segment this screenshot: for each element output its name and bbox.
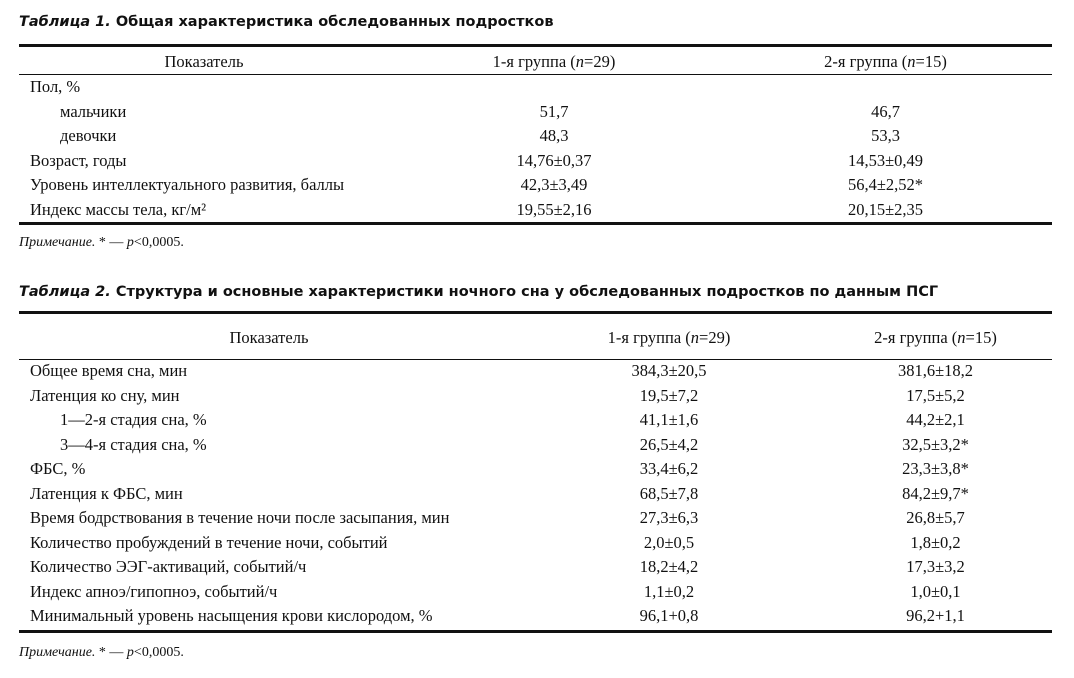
table2-body [19,360,1052,630]
table-row [19,77,1052,102]
row-group2-value: 32,5±3,2* [902,434,969,454]
row-indicator: Латенция к ФБС, мин [30,483,183,503]
row-indicator: Уровень интеллектуального развития, баллы [30,175,345,194]
row-group1-value: 96,1+0,8 [639,606,699,625]
table2-header-group2: 2-я группа (n=15) [874,328,997,347]
table1 [19,44,1052,225]
row-indicator: Количество ЭЭГ-активаций, событий/ч [30,557,307,576]
row-group2-value: 53,3 [871,126,900,145]
row-indicator: Минимальный уровень насыщения крови кислородом, % [30,606,433,625]
table-row [19,557,1052,582]
row-group1-value: 27,3±6,3 [639,508,699,527]
row-group2-value: 20,15±2,35 [847,199,924,219]
row-group2-value: 381,6±18,2 [897,361,974,380]
table2 [19,311,1052,633]
table1-note-text: * — p<0,0005. [95,235,184,250]
row-group1-value: 1,1±0,2 [643,581,695,601]
row-group1-value: 18,2±4,2 [639,557,699,576]
table2-note-text: * — p<0,0005. [95,645,184,660]
row-indicator: девочки [60,126,117,145]
row-group2-value: 46,7 [871,101,900,121]
table-row [19,151,1052,176]
table2-label: Таблица 2. [19,284,111,300]
table-row [19,435,1052,460]
row-indicator: 1—2-я стадия сна, % [60,410,207,429]
table-row [19,484,1052,509]
table2-caption [19,284,938,300]
row-group1-value: 42,3±3,49 [520,175,588,194]
row-group1-value: 41,1±1,6 [639,410,699,429]
row-group2-value: 84,2±9,7* [902,483,969,503]
row-group1-value: 68,5±7,8 [639,483,699,503]
row-group2-value: 1,8±0,2 [910,532,961,552]
row-indicator: Пол, % [30,77,81,96]
row-group2-value: 23,3±3,8* [902,459,969,478]
row-group2-value: 56,4±2,52* [847,175,924,194]
table1-title: Общая характеристика обследованных подростков [115,14,554,30]
table1-header-group2: 2-я группа (n=15) [824,52,947,71]
table-row [19,459,1052,484]
row-group2-value: 14,53±0,49 [847,150,924,170]
table2-header-group1: 1-я группа (n=29) [607,328,731,347]
row-group2-value: 44,2±2,1 [906,410,965,429]
table1-body [19,75,1052,222]
row-group2-value: 17,5±5,2 [906,385,965,405]
row-group1-value: 384,3±20,5 [631,361,707,380]
table-row [19,410,1052,435]
table-row [19,102,1052,127]
row-group1-value: 2,0±0,5 [643,532,695,552]
row-group2-value: 17,3±3,2 [906,557,965,576]
table-row [19,175,1052,200]
row-indicator: Индекс апноэ/гипопноэ, событий/ч [30,581,278,601]
row-group1-value: 14,76±0,37 [516,150,592,170]
table-row [19,126,1052,151]
row-group2-value: 96,2+1,1 [906,606,965,625]
row-indicator: 3—4-я стадия сна, % [60,434,207,454]
row-indicator: ФБС, % [30,459,86,478]
table1-header-row [19,47,1052,74]
row-group1-value: 19,5±7,2 [639,385,699,405]
table-row [19,508,1052,533]
row-indicator: Латенция ко сну, мин [30,385,180,405]
row-group1-value: 33,4±6,2 [639,459,699,478]
row-indicator: Индекс массы тела, кг/м² [30,199,207,219]
table1-caption [19,14,554,30]
table1-note [19,235,184,251]
table2-note [19,645,184,661]
table2-title: Структура и основные характеристики ночного сна у обследованных подростков по данным ПСГ [115,284,939,300]
row-group2-value: 1,0±0,1 [910,581,961,601]
row-indicator: мальчики [60,101,127,121]
table2-note-label: Примечание. [19,645,96,660]
row-indicator: Возраст, годы [30,150,127,170]
row-indicator: Количество пробуждений в течение ночи, событий [30,532,388,552]
table-row [19,200,1052,225]
table-row [19,386,1052,411]
row-indicator: Общее время сна, мин [30,361,188,380]
table1-note-label: Примечание. [19,235,96,250]
row-group1-value: 48,3 [539,126,569,145]
table-row [19,606,1052,631]
table1-header-group1: 1-я группа (n=29) [492,52,616,71]
row-group1-value: 51,7 [539,101,569,121]
table2-header-indicator: Показатель [229,328,309,347]
row-group1-value: 26,5±4,2 [639,434,699,454]
table2-header-row [19,314,1052,359]
table-row [19,361,1052,386]
row-indicator: Время бодрствования в течение ночи после засыпания, мин [30,508,450,527]
table1-label: Таблица 1. [19,14,111,30]
table-row [19,533,1052,558]
row-group2-value: 26,8±5,7 [906,508,965,527]
table-row [19,582,1052,607]
table1-header-indicator: Показатель [164,52,244,71]
row-group1-value: 19,55±2,16 [516,199,592,219]
